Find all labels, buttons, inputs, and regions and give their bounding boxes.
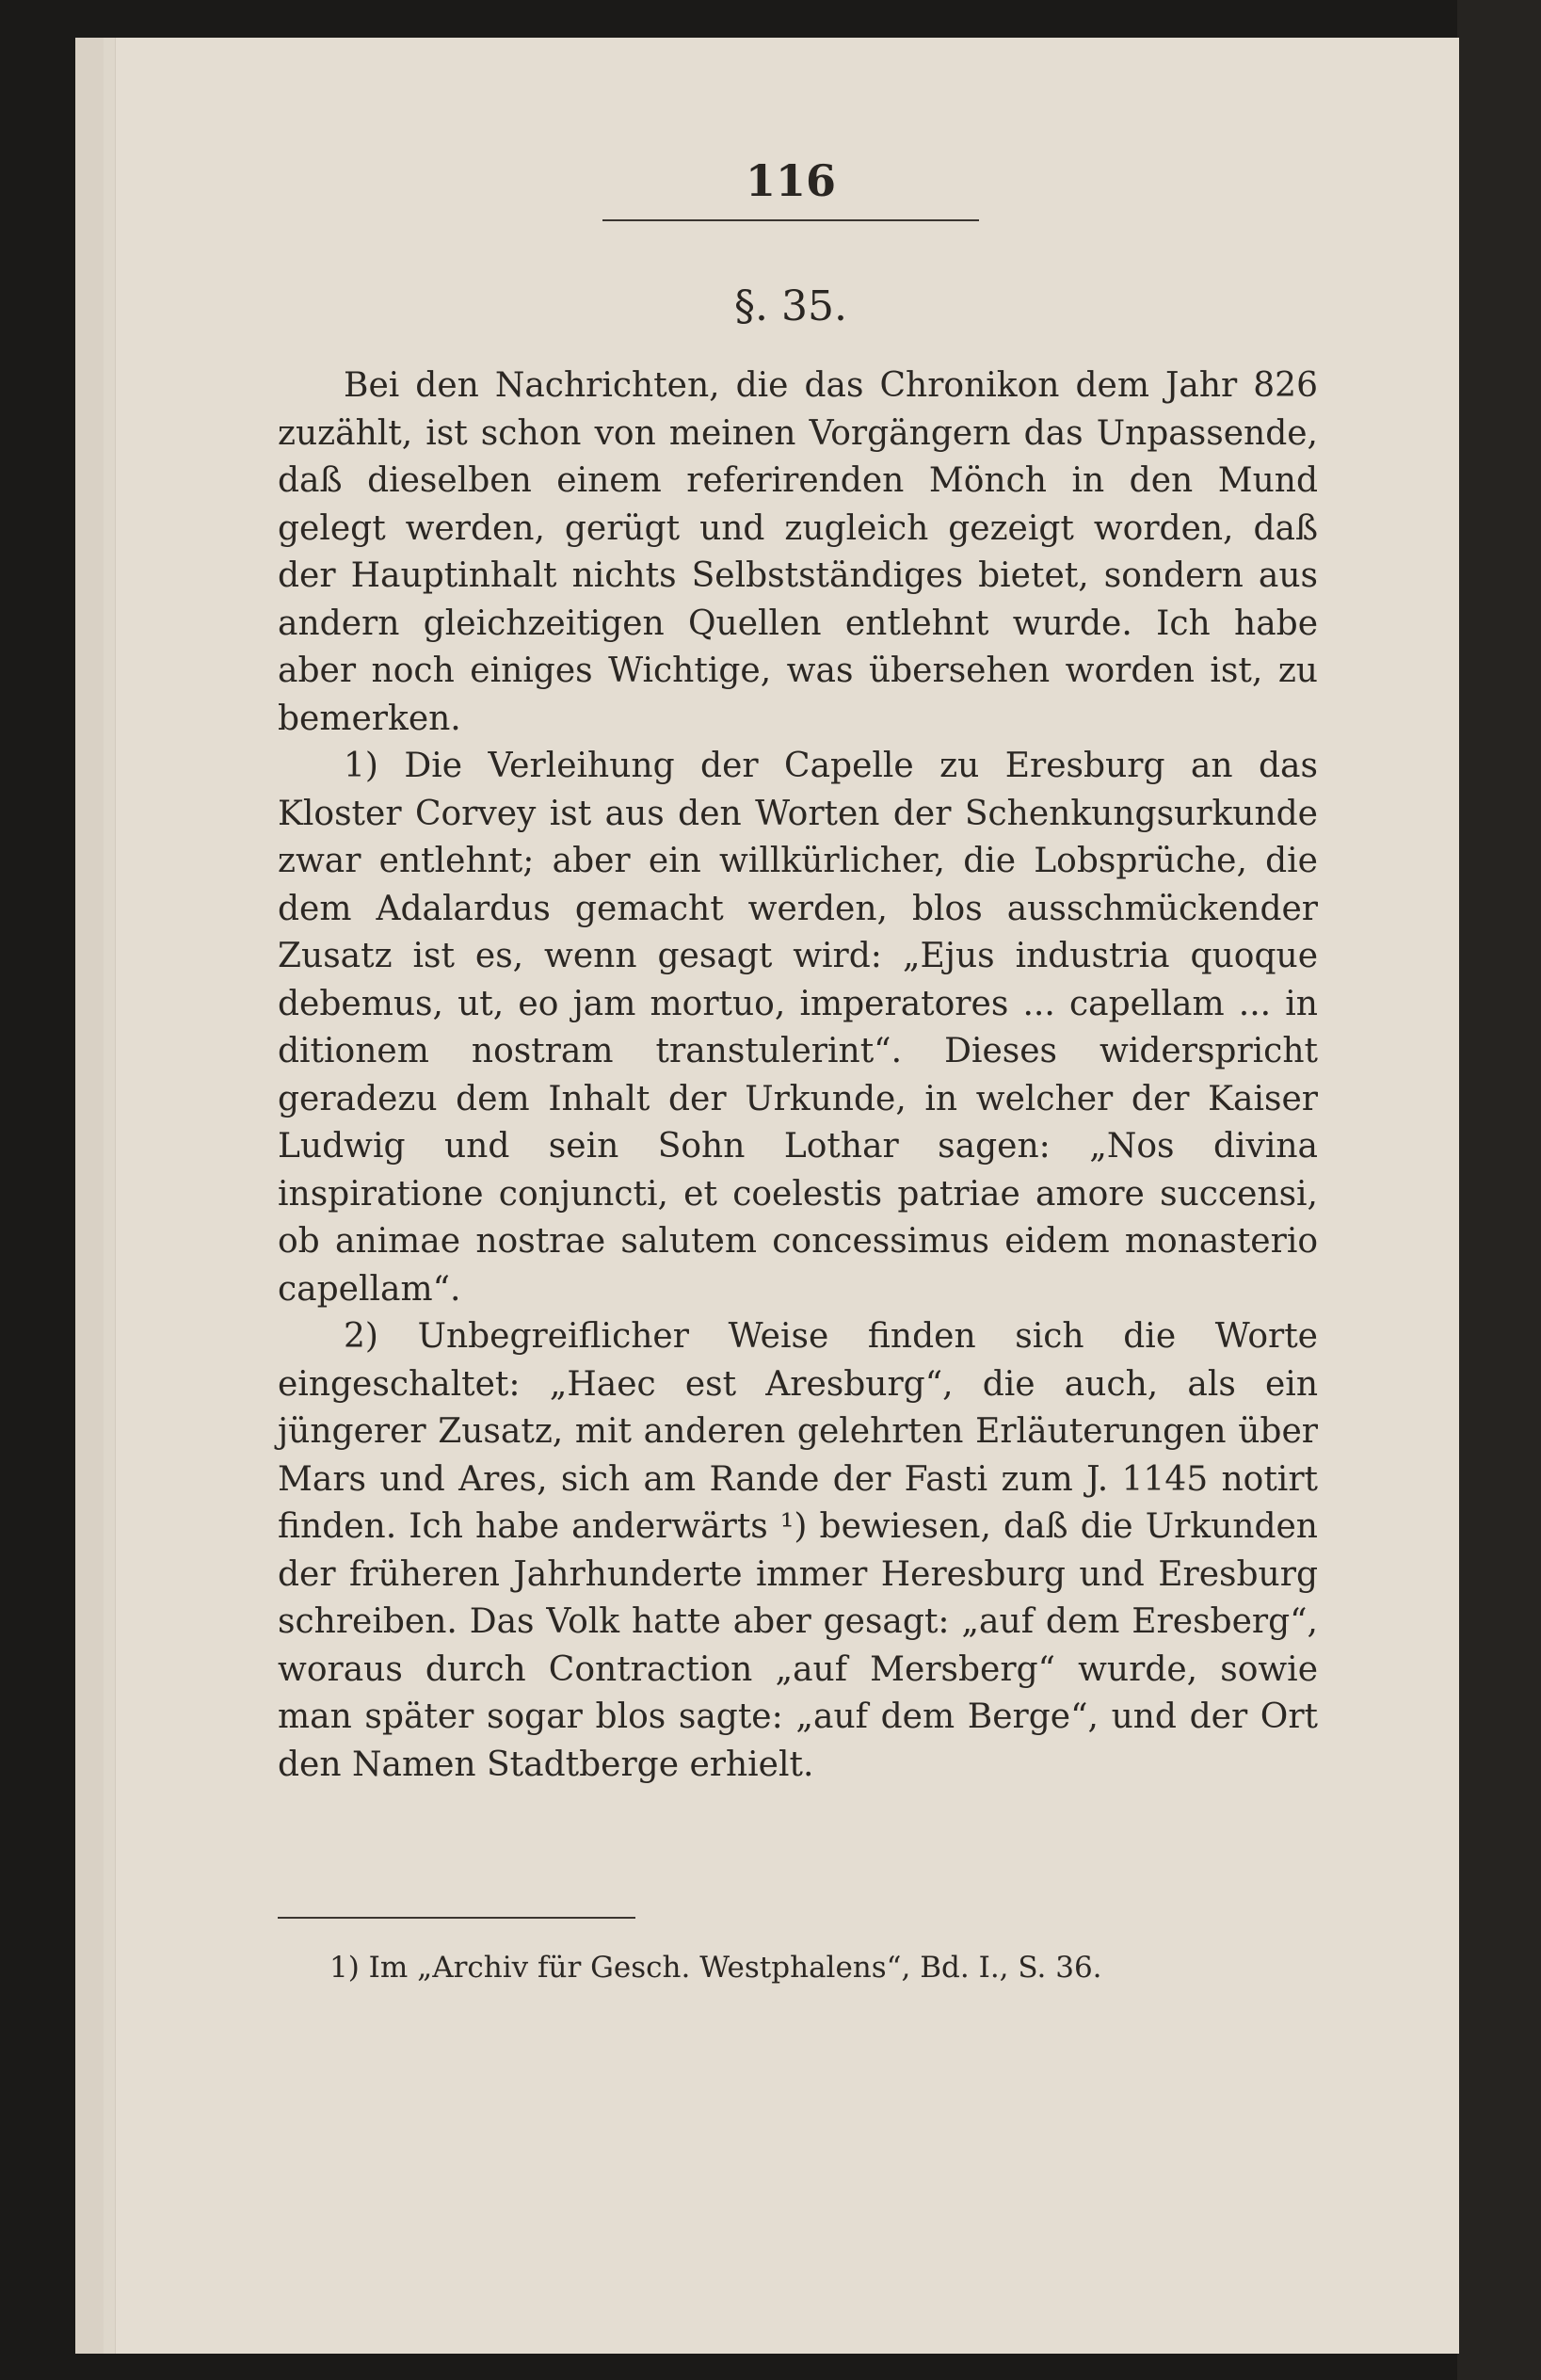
footnote-rule (278, 1917, 635, 1919)
page-edge-shadow (75, 38, 104, 2354)
scanner-backdrop (1457, 0, 1541, 2380)
paragraph-point-2: 2) Unbegreiflicher Weise finden sich die Worte eingeschaltet: „Haec est Aresburg“, die auch, als ein jüngerer Zusatz, mit anderen gelehrten Erläuterungen über Mars und Ares, sich am Rande der Fasti zum J. 1145 notirt finden. Ich habe anderwärts ¹) bewiesen, daß die Urkunden der früheren Jahrhunderte immer Heresburg und Eresburg schreiben. Das Volk hatte aber gesagt: „auf dem Eresberg“, woraus durch Contraction „auf Mersberg“ wurde, sowie man später sogar blos sagte: „auf dem Berge“, und der Ort den Namen Stadtberge erhielt. (278, 1317, 1318, 1784)
page-number: 116 (745, 155, 837, 206)
page-edge-shadow-inner (104, 38, 116, 2354)
paragraph-point-1: 1) Die Verleihung der Capelle zu Eresburg an das Kloster Corvey ist aus den Worten der Schenkungsurkunde zwar entlehnt; aber ein willkürlicher, die Lobsprüche, die dem Adalardus gemacht werden, blos ausschmückender Zusatz ist es, wenn gesagt wird: „Ejus industria quoque debemus, ut, eo jam mortuo, imperatores ... capellam ... in ditionem nostram transtulerint“. Dieses widerspricht geradezu dem Inhalt der Urkunde, in welcher der Kaiser Ludwig und sein Sohn Lothar sagen: „Nos divina inspiratione conjuncti, et coelestis patriae amore succensi, ob animae nostrae salutem concessimus eidem monasterio capellam“. (278, 747, 1318, 1309)
footnote: 1) Im „Archiv für Gesch. Westphalens“, Bd. I., S. 36. (329, 1951, 1102, 1985)
page-number-rule (602, 219, 979, 221)
paragraph-intro: Bei den Nachrichten, die das Chronikon dem Jahr 826 zuzählt, ist schon von meinen Vorgängern das Unpassende, daß dieselben einem referirenden Mönch in den Mund gelegt werden, gerügt und zugleich gezeigt worden, daß der Hauptinhalt nichts Selbstständiges bietet, sondern aus andern gleichzeitigen Quellen entlehnt wurde. Ich habe aber noch einiges Wichtige, was übersehen worden ist, zu bemerken. (278, 366, 1318, 738)
body-text (278, 362, 1318, 1789)
section-heading: §. 35. (734, 282, 847, 330)
